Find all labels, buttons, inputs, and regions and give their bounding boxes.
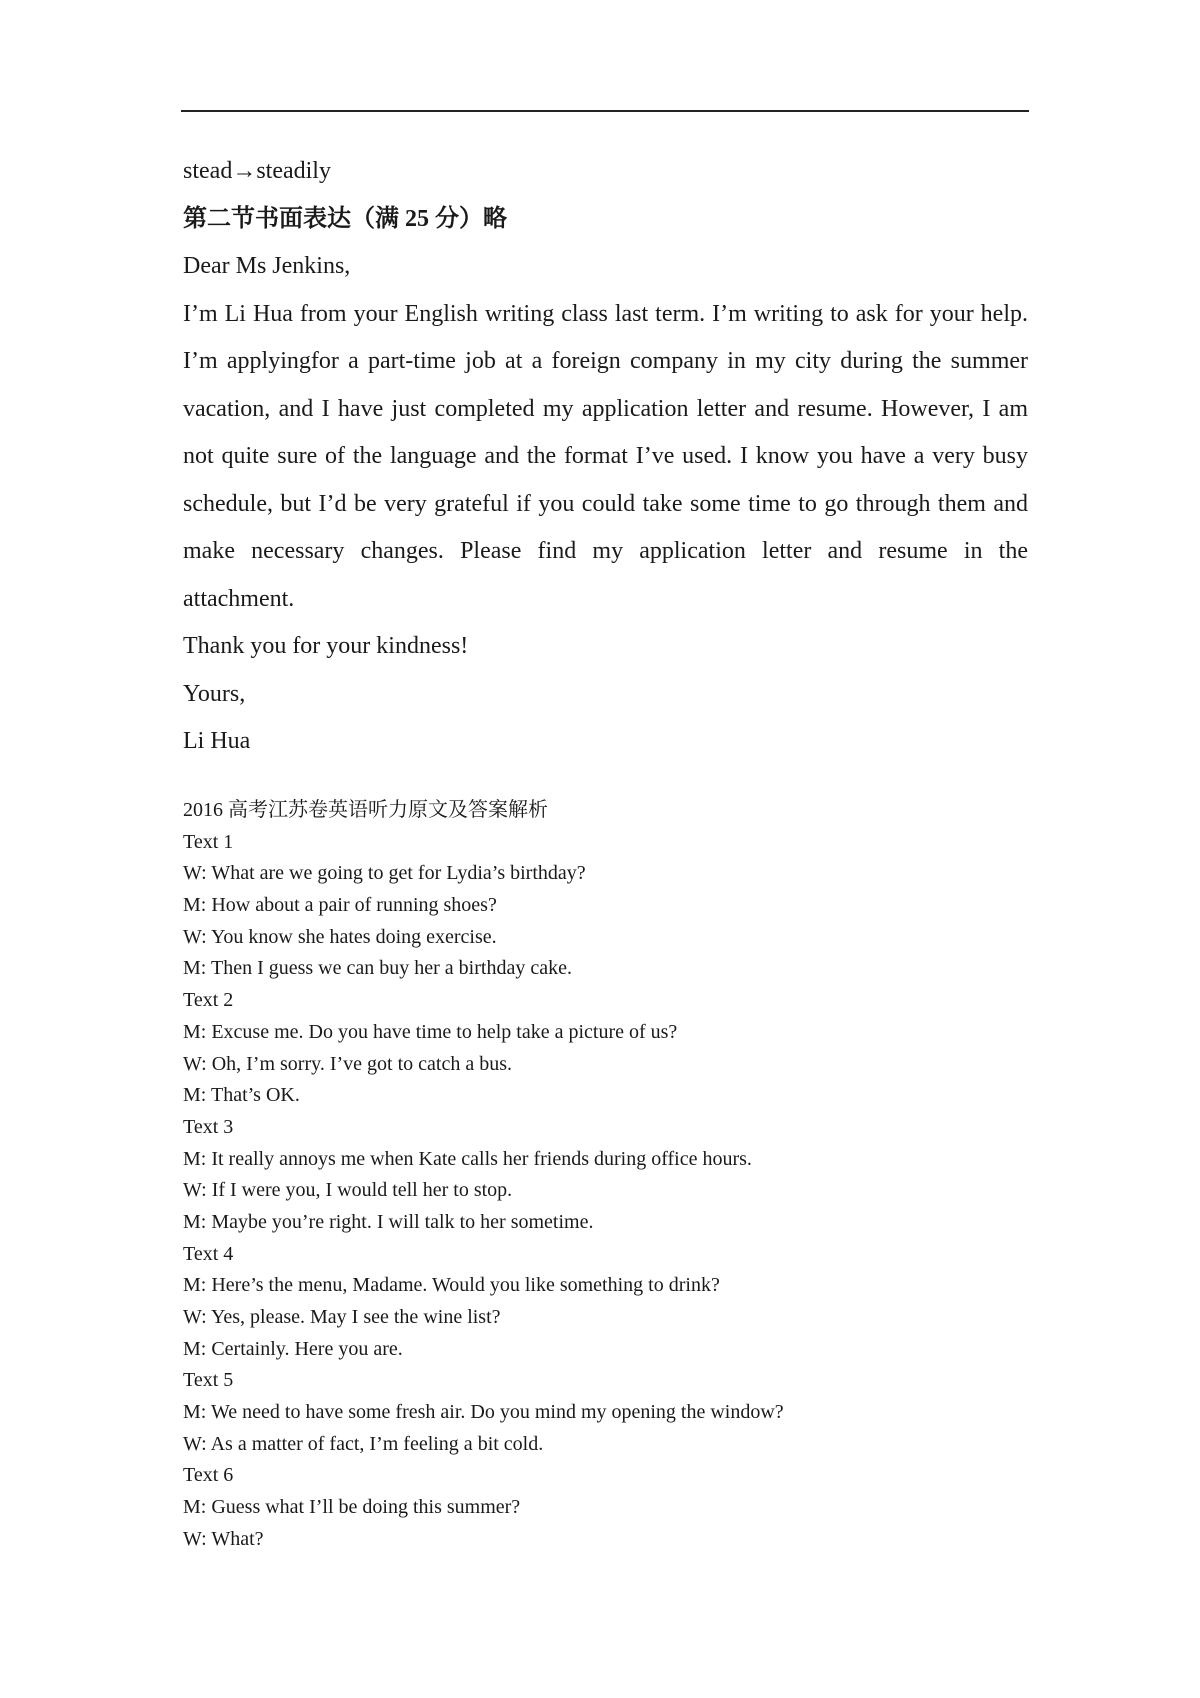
letter-body-line: make necessary changes. Please find my application letter and resume in the (183, 538, 1028, 564)
letter-thanks: Thank you for your kindness! (183, 633, 469, 659)
transcript-line: Text 1 (183, 830, 234, 853)
transcript-line: Text 6 (183, 1464, 234, 1487)
transcript-line: W: Yes, please. May I see the wine list? (183, 1306, 501, 1328)
transcript-line: W: What are we going to get for Lydia’s birthday? (183, 862, 586, 885)
transcript-line: W: What? (183, 1527, 264, 1550)
transcript-line: M: Then I guess we can buy her a birthday cake. (183, 957, 572, 980)
letter-greeting: Dear Ms Jenkins, (183, 253, 351, 279)
answer-section (183, 148, 1028, 766)
transcript-line: W: Oh, I’m sorry. I’ve got to catch a bus. (183, 1052, 512, 1075)
letter-body-line: attachment. (183, 585, 295, 612)
letter-body-line: I’m applyingfor a part-time job at a foreign company in my city during the summer (183, 348, 1028, 374)
transcript-line: M: Maybe you’re right. I will talk to her sometime. (183, 1210, 594, 1233)
transcript-line: M: Excuse me. Do you have time to help take a picture of us? (183, 1020, 678, 1043)
transcript-line: M: Here’s the menu, Madame. Would you like something to drink? (183, 1274, 720, 1297)
letter-body-line: schedule, but I’d be very grateful if you could take some time to go through them and (183, 490, 1028, 517)
transcript-line: M: It really annoys me when Kate calls her friends during office hours. (183, 1147, 752, 1170)
transcript-line: W: You know she hates doing exercise. (183, 925, 497, 948)
transcript-line: W: If I were you, I would tell her to stop. (183, 1179, 513, 1202)
letter-closing: Yours, (183, 680, 246, 707)
letter-body-line: not quite sure of the language and the format I’ve used. I know you have a very busy (183, 443, 1028, 469)
transcript-line: Text 4 (183, 1242, 234, 1265)
transcript-line: M: We need to have some fresh air. Do you mind my opening the window? (183, 1401, 784, 1424)
transcript-line: M: That’s OK. (183, 1084, 300, 1107)
transcript-line: M: How about a pair of running shoes? (183, 894, 497, 917)
transcript-line: M: Guess what I’ll be doing this summer? (183, 1496, 521, 1519)
transcript-line: Text 3 (183, 1115, 234, 1138)
transcript-line: Text 5 (183, 1369, 234, 1392)
header-rule (181, 110, 1029, 112)
transcript-title: 2016 高考江苏卷英语听力原文及答案解析 (183, 799, 548, 821)
letter-body-line: vacation, and I have just completed my application letter and resume. However, I am (183, 395, 1028, 422)
transcript-line: M: Certainly. Here you are. (183, 1337, 403, 1360)
transcript-line: Text 2 (183, 989, 234, 1012)
transcript-section (183, 795, 1028, 1556)
correction-line: stead→steadily (183, 158, 331, 184)
transcript-line: W: As a matter of fact, I’m feeling a bit cold. (183, 1432, 544, 1455)
letter-signature: Li Hua (183, 728, 251, 754)
section-heading: 第二节书面表达（满 25 分）略 (183, 205, 507, 232)
letter-body-line: I’m Li Hua from your English writing class last term. I’m writing to ask for your help. (183, 300, 1028, 327)
